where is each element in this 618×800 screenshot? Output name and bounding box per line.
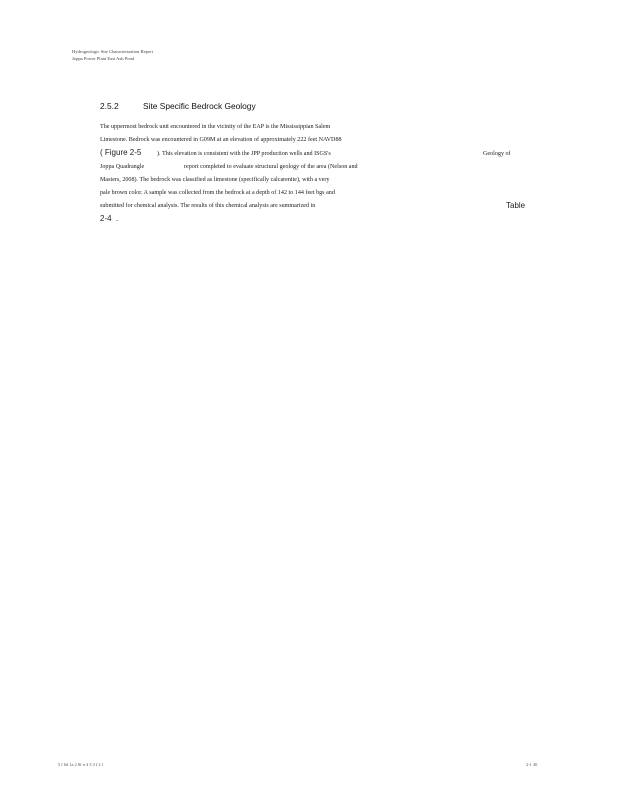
section-number: 2.5.2 xyxy=(100,101,119,111)
running-header xyxy=(72,48,153,62)
section-heading xyxy=(100,101,256,111)
page-number: 2-1 40 xyxy=(526,762,538,767)
body-line-7: submitted for chemical analysis. The results of this chemical analysis are summarized in xyxy=(100,203,316,209)
body-line-4-text: report completed to evaluate structural geology of the area (Nelson and xyxy=(184,164,358,170)
figure-reference: ( Figure 2-5 xyxy=(100,148,142,157)
section-title: Site Specific Bedrock Geology xyxy=(143,101,256,111)
body-line-3 xyxy=(100,149,141,158)
sentence-period: . xyxy=(116,214,119,223)
body-line-4-left: Joppa Quadrangle xyxy=(100,164,145,170)
table-reference-number: 2-4 xyxy=(100,214,112,223)
header-line-2: Joppa Power Plant East Ash Pond xyxy=(72,56,135,61)
body-line-1: The uppermost bedrock unit encountered in the vicinity of the EAP is the Mississippian Salem xyxy=(100,124,331,130)
body-line-2: Limestone. Bedrock was encountered in G09M at an elevation of approximately 222 feet NAVD88 xyxy=(100,137,342,143)
body-line-3-text: ). This elevation is consistent with the JPP production wells and ISGS's xyxy=(157,151,331,157)
body-line-5: Masters, 2008). The bedrock was classified as limestone (specifically calcarenite), with a very xyxy=(100,177,330,183)
footer-left: 5 f 6d 1a 2 8f n 4 3 3 f 2 f xyxy=(58,762,104,767)
header-line-1: Hydrogeologic Site Characterization Report xyxy=(72,49,154,54)
body-line-6: pale brown color. A sample was collected from the bedrock at a depth of 142 to 144 feet bgs and xyxy=(100,190,335,196)
body-line-3-right: Geology of xyxy=(483,151,511,157)
table-reference-word: Table xyxy=(506,201,526,210)
